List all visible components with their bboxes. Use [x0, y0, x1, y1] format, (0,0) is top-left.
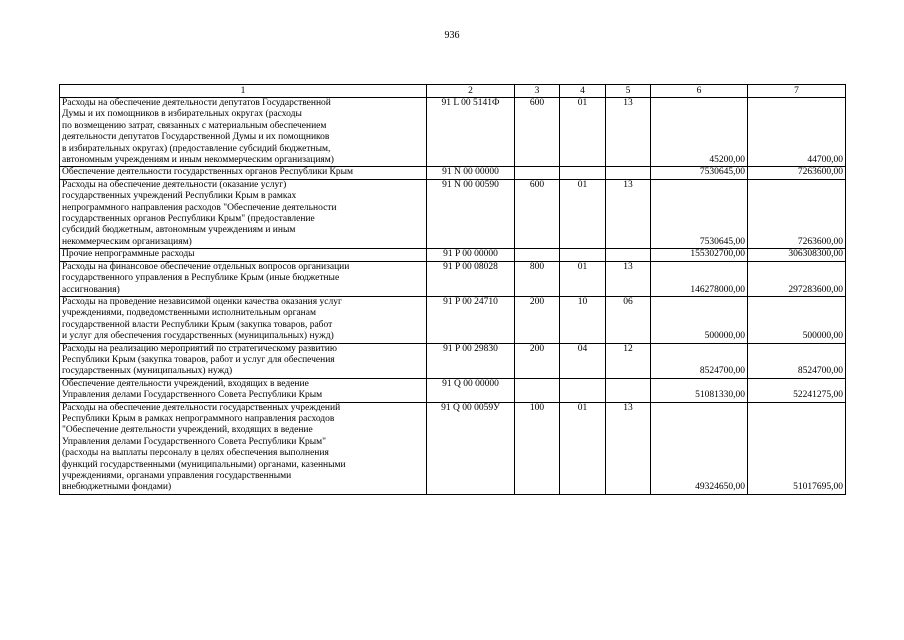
expense-type-cell: 600	[515, 179, 560, 248]
section-cell: 04	[560, 343, 606, 378]
budget-table	[59, 84, 846, 495]
subsection-cell: 13	[606, 261, 651, 296]
column-number-1: 1	[60, 85, 427, 98]
table-row	[60, 98, 846, 167]
subsection-cell	[606, 378, 651, 402]
target-code-cell: 91 Q 00 0059У	[427, 402, 515, 494]
amount-year2-cell: 52241275,00	[748, 378, 846, 402]
amount-year1-cell: 7530645,00	[651, 167, 748, 179]
table-row	[60, 167, 846, 179]
expense-type-cell	[515, 249, 560, 261]
expense-type-cell: 200	[515, 343, 560, 378]
expense-type-cell: 200	[515, 296, 560, 343]
section-cell: 01	[560, 402, 606, 494]
expense-name-cell: Обеспечение деятельности учреждений, входящих в ведение Управления делами Государственного Совета Республики Крым	[60, 378, 427, 402]
expense-name-cell: Расходы на финансовое обеспечение отдельных вопросов организации государственного управления в Республике Крым (иные бюджетные ассигнования)	[60, 261, 427, 296]
subsection-cell: 13	[606, 98, 651, 167]
expense-name-cell: Прочие непрограммные расходы	[60, 249, 427, 261]
section-cell: 01	[560, 179, 606, 248]
amount-year1-cell: 500000,00	[651, 296, 748, 343]
section-cell	[560, 167, 606, 179]
table-row	[60, 296, 846, 343]
target-code-cell: 91 P 00 08028	[427, 261, 515, 296]
section-cell	[560, 249, 606, 261]
amount-year1-cell: 45200,00	[651, 98, 748, 167]
amount-year1-cell: 7530645,00	[651, 179, 748, 248]
column-number-2: 2	[427, 85, 515, 98]
column-number-5: 5	[606, 85, 651, 98]
section-cell	[560, 378, 606, 402]
expense-name-cell: Расходы на обеспечение деятельности (оказание услуг) государственных учреждений Республики Крым в рамках непрограммного направления расходов "Обеспечение деятельности государственных органов Республики Крым" (предоставление субсидий бюджетным, автономным учреждениям и иным некоммерческим организациям)	[60, 179, 427, 248]
target-code-cell: 91 L 00 5141Ф	[427, 98, 515, 167]
table-row	[60, 179, 846, 248]
column-number-7: 7	[748, 85, 846, 98]
amount-year1-cell: 51081330,00	[651, 378, 748, 402]
expense-type-cell: 600	[515, 98, 560, 167]
page-number: 936	[444, 30, 460, 41]
expense-name-cell: Расходы на реализацию мероприятий по стратегическому развитию Республики Крым (закупка товаров, работ и услуг для обеспечения государственных (муниципальных) нужд)	[60, 343, 427, 378]
target-code-cell: 91 N 00 00590	[427, 179, 515, 248]
table-row	[60, 402, 846, 494]
amount-year2-cell: 8524700,00	[748, 343, 846, 378]
amount-year2-cell: 7263600,00	[748, 167, 846, 179]
table-row	[60, 343, 846, 378]
subsection-cell: 06	[606, 296, 651, 343]
expense-name-cell: Расходы на проведение независимой оценки качества оказания услуг учреждениями, подведомственными исполнительным органам государственной власти Республики Крым (закупка товаров, работ и услуг для обеспечения государственных (муниципальных) нужд)	[60, 296, 427, 343]
amount-year1-cell: 155302700,00	[651, 249, 748, 261]
subsection-cell: 12	[606, 343, 651, 378]
expense-type-cell	[515, 167, 560, 179]
subsection-cell: 13	[606, 402, 651, 494]
expense-name-cell: Расходы на обеспечение деятельности государственных учреждений Республики Крым в рамках непрограммного направления расходов "Обеспечение деятельности учреждений, входящих в ведение Управления делами Государственного Совета Республики Крым" (расходы на выплаты персоналу в целях обеспечения выполнения функций государственными (муниципальными) органами, казенными учреждениями, органами управления государственными внебюджетными фондами)	[60, 402, 427, 494]
amount-year2-cell: 297283600,00	[748, 261, 846, 296]
amount-year2-cell: 51017695,00	[748, 402, 846, 494]
section-cell: 01	[560, 98, 606, 167]
target-code-cell: 91 Q 00 00000	[427, 378, 515, 402]
subsection-cell: 13	[606, 179, 651, 248]
amount-year2-cell: 500000,00	[748, 296, 846, 343]
subsection-cell	[606, 249, 651, 261]
target-code-cell: 91 P 00 00000	[427, 249, 515, 261]
column-number-6: 6	[651, 85, 748, 98]
target-code-cell: 91 N 00 00000	[427, 167, 515, 179]
column-number-3: 3	[515, 85, 560, 98]
expense-type-cell: 100	[515, 402, 560, 494]
amount-year1-cell: 8524700,00	[651, 343, 748, 378]
section-cell: 10	[560, 296, 606, 343]
amount-year2-cell: 44700,00	[748, 98, 846, 167]
target-code-cell: 91 P 00 24710	[427, 296, 515, 343]
subsection-cell	[606, 167, 651, 179]
table-row	[60, 249, 846, 261]
amount-year2-cell: 306308300,00	[748, 249, 846, 261]
target-code-cell: 91 P 00 29830	[427, 343, 515, 378]
table-row	[60, 378, 846, 402]
table-row	[60, 261, 846, 296]
expense-type-cell	[515, 378, 560, 402]
section-cell: 01	[560, 261, 606, 296]
column-number-4: 4	[560, 85, 606, 98]
expense-name-cell: Обеспечение деятельности государственных органов Республики Крым	[60, 167, 427, 179]
expense-name-cell: Расходы на обеспечение деятельности депутатов Государственной Думы и их помощников в избирательных округах (расходы по возмещению затрат, связанных с материальным обеспечением деятельности депутатов Государственной Думы и их помощников в избирательных округах) (предоставление субсидий бюджетным, автономным учреждениям и иным некоммерческим организациям)	[60, 98, 427, 167]
amount-year1-cell: 146278000,00	[651, 261, 748, 296]
table-header-row	[60, 85, 846, 98]
expense-type-cell: 800	[515, 261, 560, 296]
amount-year1-cell: 49324650,00	[651, 402, 748, 494]
amount-year2-cell: 7263600,00	[748, 179, 846, 248]
